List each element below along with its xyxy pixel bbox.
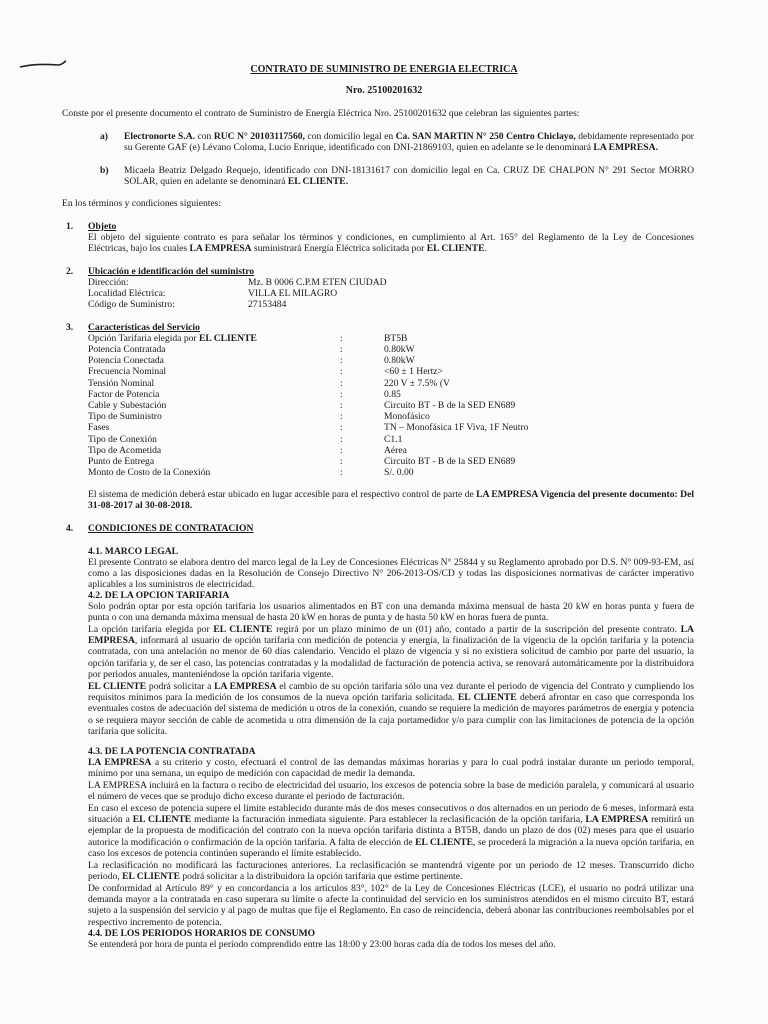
spec-value: 0.80kW: [384, 344, 415, 355]
spec-row: [88, 434, 648, 445]
spec-separator: :: [340, 456, 343, 467]
s43-p1b: a su criterio y costo, efectuará el control de las demandas máximas horarias y para lo cual podrá instalar durante un periodo temporal, mínimo por una semana, un equipo de medición con capacidad de medir la demanda.: [88, 757, 694, 780]
spec-separator: :: [340, 422, 343, 434]
spec-label: [88, 333, 257, 344]
spec-label: Monto de Costo de la Conexión: [88, 467, 211, 479]
spec-separator: :: [340, 377, 343, 389]
spec-row: [88, 411, 648, 422]
spec-value: Aérea: [384, 444, 407, 456]
spec-label: Tipo de Suministro: [88, 411, 162, 423]
spec-separator: :: [340, 366, 343, 378]
spec-separator: :: [340, 355, 343, 367]
s42-p2c: regirá por un plazo mínimo de un (01) año, contado a partir de la suscripción del presente contrato.: [272, 624, 681, 635]
location-value: Mz. B 0006 C.P.M ETEN CIUDAD: [248, 277, 387, 288]
location-label: Código de Suministro:: [88, 299, 175, 310]
section-4-heading: CONDICIONES DE CONTRATACION: [88, 523, 254, 534]
spec-row: [88, 366, 648, 377]
location-row: [88, 288, 588, 299]
s42-p3c: LA EMPRESA: [214, 681, 277, 692]
s1-b2: EL CLIENTE: [426, 243, 485, 255]
section-3-heading: Características del Servicio: [88, 322, 200, 333]
s42-p3d: el cambio de su opción tarifaria sólo una vez durante el periodo de vigencia del Contrato y cumpliendo los requisitos mínimos para la medición de los consumos de la nueva opción tarifaria solicitada.: [88, 681, 694, 704]
party-b-text: [124, 165, 694, 187]
sub-4-2-p1: Solo podrán optar por esta opción tarifaria los usuarios alimentados en BT con una demanda máxima mensual de hasta 20 kW en horas punta y fuera de punta o con una demanda máxima mensual de hasta 20 kW en horas de punta y de hasta 50 kW en horas fuera de punta.: [88, 601, 694, 624]
location-value: 27153484: [248, 299, 287, 310]
s43-p3b: EL CLIENTE: [132, 814, 192, 826]
spec-value: S/. 0.00: [384, 467, 414, 479]
s42-p2b: EL CLIENTE: [213, 624, 273, 635]
party-a-alias: LA EMPRESA.: [593, 142, 658, 154]
s42-p3b: podrá solicitar a: [146, 681, 215, 692]
spec-separator: :: [340, 333, 343, 344]
spec-row: [88, 333, 648, 344]
sub-4-3-p1: [88, 757, 694, 779]
spec-label: Potencia Contratada: [88, 344, 166, 355]
s42-p3e: EL CLIENTE: [457, 692, 517, 704]
s43-p4b: EL CLIENTE: [122, 871, 180, 883]
section-4-number: 4.: [66, 523, 74, 534]
spec-label: Punto de Entrega: [88, 456, 155, 467]
spec-separator: :: [340, 411, 343, 423]
sub-4-3-p5: De conformidad al Artículo 89° y en concordancia a los artículos 83°, 102° de la Ley de Concesiones Eléctricas (LCE), el usuario no podrá utilizar una demanda mayor a la contratada en caso superara su límite o afecte la continuidad del servicio en los suministros atendidos en el mismo circuito BT, estará sujeto a la suspensión del servicio y al pago de multas que fije el Reglamento. En caso de reincidencia, deberá abonar las contribuciones reembolsables por el respectivo incremento de potencia.: [88, 883, 694, 928]
spec-row: [88, 422, 648, 433]
sub-4-2-p2: [88, 624, 694, 680]
s1-t3: .: [484, 243, 487, 255]
sub-4-2-heading: 4.2. DE LA OPCION TARIFARIA: [88, 590, 230, 601]
s3-note-plain: El sistema de medición deberá estar ubicado en lugar accesible para el respectivo control de parte de: [88, 489, 477, 500]
s1-t2: suministrará Energía Eléctrica solicitada por: [251, 243, 427, 255]
s43-p3c: mediante la facturación inmediata siguiente. Para establecer la reclasificación de la opción tarifaria,: [191, 814, 586, 826]
s42-p2a: La opción tarifaria elegida por: [88, 624, 214, 635]
location-row: [88, 299, 588, 310]
spec-label-bold: EL CLIENTE: [199, 333, 257, 344]
spec-value: C1.1: [384, 433, 403, 445]
s42-p2e: , informará al usuario de opción tarifaria con medición de potencia y energía, la finalización de la vigencia de la opción tarifaria y la potencia contratada, con una antelación no menor de 60 días calendario. Vencido el plazo de vigencia y si no existiera solicitud de cambio por parte del usuario, la opción tarifaria y, de ser el caso, las potencias contratadas y la modalidad de facturación de potencia activa, se renovará automáticamente por la distribuidora por periodos anuales, manteniéndose la opción tarifaria vigente.: [88, 635, 694, 680]
s43-p3d: LA EMPRESA: [585, 814, 649, 826]
location-label: Dirección:: [88, 277, 129, 288]
s43-p1a: LA EMPRESA: [88, 757, 152, 768]
spec-separator: :: [340, 388, 343, 400]
spec-value: 0.80kW: [384, 355, 415, 367]
sub-4-3-p4: [88, 860, 694, 882]
spec-row: [88, 344, 648, 355]
party-a-company: Electronorte S.A.: [124, 131, 196, 142]
s43-p3a: En caso el exceso de potencia supere el límite establecido durante más de dos meses consecutivos o dos alternados en un periodo de 6 meses, informará esta situación a: [88, 803, 694, 826]
s43-p4c: podrá solicitar a la distribuidora la opción tarifaria que estime pertinente.: [179, 871, 463, 883]
s1-b1: LA EMPRESA: [189, 243, 252, 255]
section-2-number: 2.: [66, 266, 74, 277]
spec-label: Tipo de Acometida: [88, 444, 162, 456]
s3-note-bold: LA EMPRESA Vigencia del presente documento: Del 31-08-2017 al 30-08-2018.: [88, 489, 694, 512]
location-label: Localidad Eléctrica:: [88, 288, 166, 299]
spec-value: Circuito BT - B de la SED EN689: [384, 456, 516, 467]
s43-p3g: , se procederá la migración a la nueva opción tarifaria, en caso los excesos de potencia continúen superando el límite establecido.: [88, 836, 694, 859]
location-row: [88, 277, 588, 288]
party-a-address: Ca. SAN MARTIN N° 250 Centro Chiclayo,: [395, 131, 576, 142]
s1-t1: El objeto del siguiente contrato es para señalar los términos y condiciones, en cumplimiento al Art. 165° del Reglamento de la Ley de Concesiones Eléctricas, bajo los cuales: [88, 232, 694, 255]
spec-row: [88, 355, 648, 366]
party-a-ruc: RUC N° 20103117560,: [213, 131, 305, 142]
spec-separator: :: [340, 344, 343, 355]
party-b-marker: b): [100, 165, 109, 176]
spec-label: Tipo de Conexión: [88, 433, 157, 445]
contract-number: Nro. 25100201632: [345, 85, 423, 96]
s42-p3a: EL CLIENTE: [88, 681, 147, 692]
spec-label: Potencia Conectada: [88, 355, 164, 367]
spec-value: 220 V ± 7.5% (V: [384, 377, 450, 389]
party-a-text: [124, 131, 694, 153]
section-1-text: [88, 232, 694, 254]
spec-label: Fases: [88, 422, 110, 434]
spec-row: [88, 445, 648, 456]
spec-separator: :: [340, 400, 343, 411]
sub-4-3-p3: [88, 803, 694, 859]
s43-p3e: remitirá un ejemplar de la propuesta de modificación del contrato con la nueva opción tarifaria distinta a BT5B, dando un plazo de dos (02) meses para que el usuario autorice la modificación o confirmación de la opción tarifaria. A falta de elección de: [88, 814, 695, 848]
spec-row: [88, 456, 648, 467]
section-1-number: 1.: [66, 221, 74, 232]
section-1-heading: Objeto: [88, 221, 117, 232]
party-a-marker: a): [100, 131, 108, 142]
spec-value: Monofásico: [384, 411, 430, 423]
spec-value: TN – Monofásica 1F Viva, 1F Neutro: [384, 422, 529, 434]
terms-intro: En los términos y condiciones siguientes:: [62, 198, 222, 209]
s43-p3f: EL CLIENTE: [415, 836, 474, 848]
s43-p4a: La reclasificación no modificará las facturaciones anteriores. La reclasificación se mantendrá vigente por un periodo de 12 meses. Transcurrido dicho periodo,: [88, 860, 694, 883]
spec-value: <60 ± 1 Hertz>: [384, 366, 443, 378]
party-a-t1: con: [195, 131, 214, 142]
party-b-body: Micaela Beatriz Delgado Requejo, identificado con DNI-18131617 con domicilio legal en Ca. CRUZ DE CHALPON N° 291 Sector MORRO SOLAR, quien en adelante se denominará: [124, 165, 694, 188]
spec-separator: :: [340, 444, 343, 456]
spec-label: Tensión Nominal: [88, 377, 155, 389]
sub-4-1-text: El presente Contrato se elabora dentro del marco legal de la Ley de Concesiones Eléctricas N° 25844 y su Reglamento aprobado por D.S. N° 009-93-EM, así como a las disposiciones dadas en la Resolución de Consejo Directivo N° 206-2013-OS/CD y todas las disposiciones normativas de carácter imperativo aplicables a los suministros de electricidad.: [88, 557, 694, 591]
spec-label: Factor de Potencia: [88, 388, 160, 400]
spec-row: [88, 378, 648, 389]
spec-value: BT5B: [384, 333, 408, 344]
spec-separator: :: [340, 467, 343, 479]
sub-4-3-p2: LA EMPRESA incluirá en la factura o recibo de electricidad del usuario, los excesos de potencia sobre la base de medición paralela, y comunicará al usuario el número de veces que se produjo dicho exceso durante el periodo de facturación.: [88, 780, 694, 803]
spec-separator: :: [340, 433, 343, 445]
spec-label: Frecuencia Nominal: [88, 366, 167, 378]
spec-value: 0.85: [384, 388, 401, 400]
intro-text: Conste por el presente documento el contrato de Suministro de Energía Eléctrica Nro. 25100201632 que celebran las siguientes partes:: [62, 108, 580, 119]
spec-row: [88, 467, 648, 478]
section-3-note: [88, 489, 694, 511]
sub-4-2-p3: [88, 681, 694, 737]
party-a-t2: con domicilio legal en: [304, 131, 396, 142]
spec-label-plain: Opción Tarifaria elegida por: [88, 333, 200, 344]
section-3-number: 3.: [66, 322, 74, 333]
sub-4-4-text: Se entenderá por hora de punta el periodo comprendido entre las 18:00 y 23:00 horas cada día de todos los meses del año.: [88, 939, 556, 950]
spec-row: [88, 400, 648, 411]
s42-p2d: LA EMPRESA: [88, 624, 694, 647]
spec-value: Circuito BT - B de la SED EN689: [384, 400, 516, 411]
section-2-heading: Ubicación e identificación del suministro: [88, 266, 255, 277]
sub-4-4-heading: 4.4. DE LOS PERIODOS HORARIOS DE CONSUMO: [88, 928, 316, 939]
party-b-alias: EL CLIENTE.: [287, 176, 349, 188]
spec-row: [88, 389, 648, 400]
sub-4-3-heading: 4.3. DE LA POTENCIA CONTRATADA: [88, 746, 256, 757]
sub-4-1-heading: 4.1. MARCO LEGAL: [88, 546, 179, 557]
location-value: VILLA EL MILAGRO: [248, 288, 338, 299]
document-title: CONTRATO DE SUMINISTRO DE ENERGIA ELECTRICA: [250, 64, 518, 75]
spec-label: Cable y Subestación: [88, 400, 167, 411]
s42-p3f: deberá afrontar en caso que corresponda los eventuales costos de adecuación del sistema de medición u otros de la conexión, cuando se requiere la medición de mayores parámetros de energía y potencia o se requiera mayor sección de cable de acometida u otra dimensión de la caja portamedidor y/o para cumplir con las limitaciones de potencia de la opción tarifaria que solicita.: [88, 692, 694, 737]
party-a-t3: debidamente representado por su Gerente GAF (e) Lévano Coloma, Lucio Enrique, identificado con DNI-21869103, quien en adelante se le denominará: [124, 131, 694, 154]
